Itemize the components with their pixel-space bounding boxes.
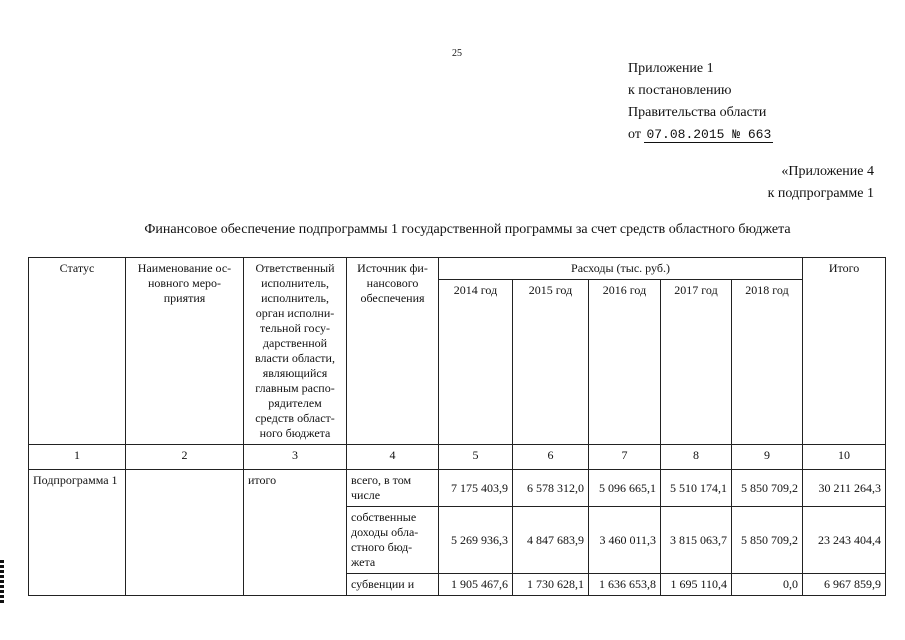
column-number: 8 (661, 445, 732, 470)
value-cell: 4 847 683,9 (513, 507, 589, 574)
header-year: 2016 год (589, 280, 661, 445)
total-cell: 23 243 404,4 (803, 507, 886, 574)
status-cell: Подпрограмма 1 (29, 470, 126, 596)
header-year: 2014 год (439, 280, 513, 445)
header-year: 2018 год (732, 280, 803, 445)
appendix4-header (744, 161, 874, 205)
column-number: 1 (29, 445, 126, 470)
value-cell: 3 815 063,7 (661, 507, 732, 574)
value-cell: 6 578 312,0 (513, 470, 589, 507)
source-cell: субвенции и (347, 574, 439, 596)
scan-edge-mark (0, 560, 4, 604)
value-cell: 1 905 467,6 (439, 574, 513, 596)
value-cell: 5 850 709,2 (732, 507, 803, 574)
document-title: Финансовое обеспечение подпрограммы 1 государственной программы за счет средств областного бюджета (144, 222, 791, 237)
appendix4-line: «Приложение 4 (781, 164, 874, 179)
value-cell: 3 460 011,3 (589, 507, 661, 574)
finance-table (28, 257, 886, 596)
value-cell: 7 175 403,9 (439, 470, 513, 507)
appendix-line: Приложение 1 (628, 61, 714, 76)
column-number: 10 (803, 445, 886, 470)
total-cell: 6 967 859,9 (803, 574, 886, 596)
header-year: 2015 год (513, 280, 589, 445)
executor-cell: итого (244, 470, 347, 596)
header-measure: Наименование ос-новного меро-приятия (126, 258, 244, 445)
column-number: 4 (347, 445, 439, 470)
value-cell: 1 730 628,1 (513, 574, 589, 596)
header-total: Итого (803, 258, 886, 445)
value-cell: 0,0 (732, 574, 803, 596)
page-number: 25 (452, 48, 462, 59)
value-cell: 5 850 709,2 (732, 470, 803, 507)
column-number: 9 (732, 445, 803, 470)
header-executor: Ответственный исполнитель, исполнитель, орган исполни-тельной госу-дарственной власти области, являющийся главным распо-рядителем средств област-ного бюджета (244, 258, 347, 445)
column-number: 3 (244, 445, 347, 470)
appendix-line: Правительства области (628, 105, 767, 120)
appendix4-line: к подпрограмме 1 (767, 186, 874, 201)
header-source: Источник фи-нансового обеспечения (347, 258, 439, 445)
appendix-line: к постановлению (628, 83, 732, 98)
value-cell: 5 510 174,1 (661, 470, 732, 507)
column-number: 5 (439, 445, 513, 470)
value-cell: 1 695 110,4 (661, 574, 732, 596)
value-cell: 1 636 653,8 (589, 574, 661, 596)
column-number: 2 (126, 445, 244, 470)
column-number: 6 (513, 445, 589, 470)
appendix-header (628, 58, 773, 146)
order-date-line (628, 124, 773, 146)
measure-cell (126, 470, 244, 596)
total-cell: 30 211 264,3 (803, 470, 886, 507)
table-row (29, 470, 886, 507)
value-cell: 5 269 936,3 (439, 507, 513, 574)
source-cell: всего, в том числе (347, 470, 439, 507)
column-number-row (29, 445, 886, 470)
handwritten-date-number: 07.08.2015 № 663 (646, 127, 772, 142)
value-cell: 5 096 665,1 (589, 470, 661, 507)
source-cell: собственные доходы обла-стного бюд-жета (347, 507, 439, 574)
header-expenses: Расходы (тыс. руб.) (439, 258, 803, 280)
column-number: 7 (589, 445, 661, 470)
header-year: 2017 год (661, 280, 732, 445)
from-prefix: от (628, 127, 641, 142)
header-status: Статус (29, 258, 126, 445)
